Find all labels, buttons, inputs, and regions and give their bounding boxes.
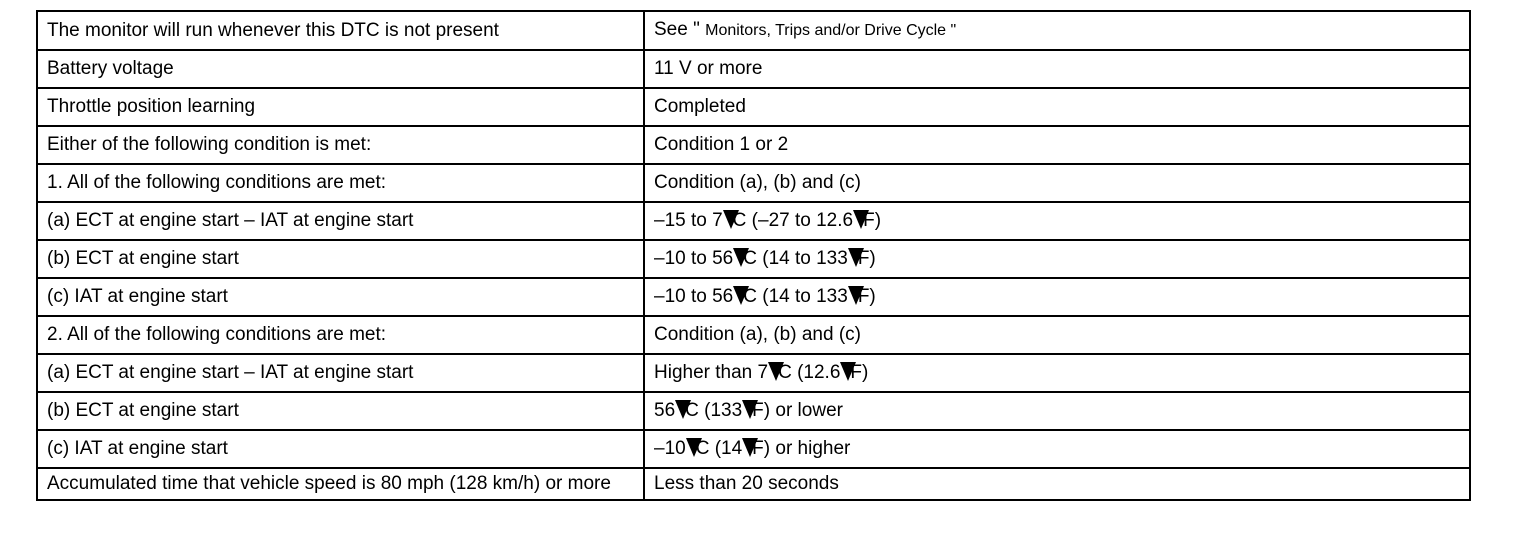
value-part: F) xyxy=(850,362,869,383)
condition-label: (c) IAT at engine start xyxy=(37,278,644,316)
condition-value: Condition (a), (b) and (c) xyxy=(644,164,1470,202)
value-part: –15 to 7 xyxy=(654,210,723,231)
value-part: –10 to 56 xyxy=(654,286,734,307)
condition-label: 2. All of the following conditions are met: xyxy=(37,316,644,354)
table-row xyxy=(37,126,1470,164)
value-part: –10 xyxy=(654,438,686,459)
value-part: C (–27 to 12.6 xyxy=(732,210,854,231)
table-row xyxy=(37,316,1470,354)
conditions-table xyxy=(36,10,1471,501)
condition-label: (b) ECT at engine start xyxy=(37,392,644,430)
condition-label: (c) IAT at engine start xyxy=(37,430,644,468)
condition-label: Accumulated time that vehicle speed is 80 mph (128 km/h) or more xyxy=(37,468,644,500)
value-part: C (12.6 xyxy=(778,362,841,383)
table-row xyxy=(37,88,1470,126)
table-row xyxy=(37,11,1470,50)
table-row xyxy=(37,50,1470,88)
table-row xyxy=(37,430,1470,468)
condition-value xyxy=(644,11,1470,50)
table-row xyxy=(37,240,1470,278)
value-part: C (133 xyxy=(685,400,743,421)
table-row xyxy=(37,278,1470,316)
condition-value xyxy=(644,278,1470,316)
condition-value: Condition (a), (b) and (c) xyxy=(644,316,1470,354)
condition-label: 1. All of the following conditions are met: xyxy=(37,164,644,202)
value-part: C (14 to 133 xyxy=(743,248,848,269)
value-part: F) or higher xyxy=(752,438,851,459)
table-row xyxy=(37,354,1470,392)
see-prefix: See " xyxy=(654,19,706,40)
condition-label: Throttle position learning xyxy=(37,88,644,126)
condition-label: (b) ECT at engine start xyxy=(37,240,644,278)
value-part: F) xyxy=(857,248,876,269)
condition-value xyxy=(644,240,1470,278)
value-part: Higher than 7 xyxy=(654,362,769,383)
condition-label: (a) ECT at engine start – IAT at engine start xyxy=(37,354,644,392)
condition-value: 11 V or more xyxy=(644,50,1470,88)
condition-value xyxy=(644,354,1470,392)
drive-cycle-reference: Monitors, Trips and/or Drive Cycle " xyxy=(705,22,957,39)
condition-label: Either of the following condition is met: xyxy=(37,126,644,164)
condition-value xyxy=(644,202,1470,240)
value-part: 56 xyxy=(654,400,676,421)
condition-value: Completed xyxy=(644,88,1470,126)
table-row xyxy=(37,164,1470,202)
value-part: F) xyxy=(863,210,882,231)
table-row xyxy=(37,392,1470,430)
value-part: F) xyxy=(857,286,876,307)
value-part: –10 to 56 xyxy=(654,248,734,269)
value-part: C (14 to 133 xyxy=(743,286,848,307)
condition-value xyxy=(644,430,1470,468)
table-row xyxy=(37,202,1470,240)
condition-value: Less than 20 seconds xyxy=(644,468,1470,500)
value-part: F) or lower xyxy=(752,400,843,421)
table-row xyxy=(37,468,1470,500)
value-part: C (14 xyxy=(695,438,743,459)
condition-label: Battery voltage xyxy=(37,50,644,88)
condition-value: Condition 1 or 2 xyxy=(644,126,1470,164)
condition-value xyxy=(644,392,1470,430)
condition-label: The monitor will run whenever this DTC is not present xyxy=(37,11,644,50)
condition-label: (a) ECT at engine start – IAT at engine start xyxy=(37,202,644,240)
